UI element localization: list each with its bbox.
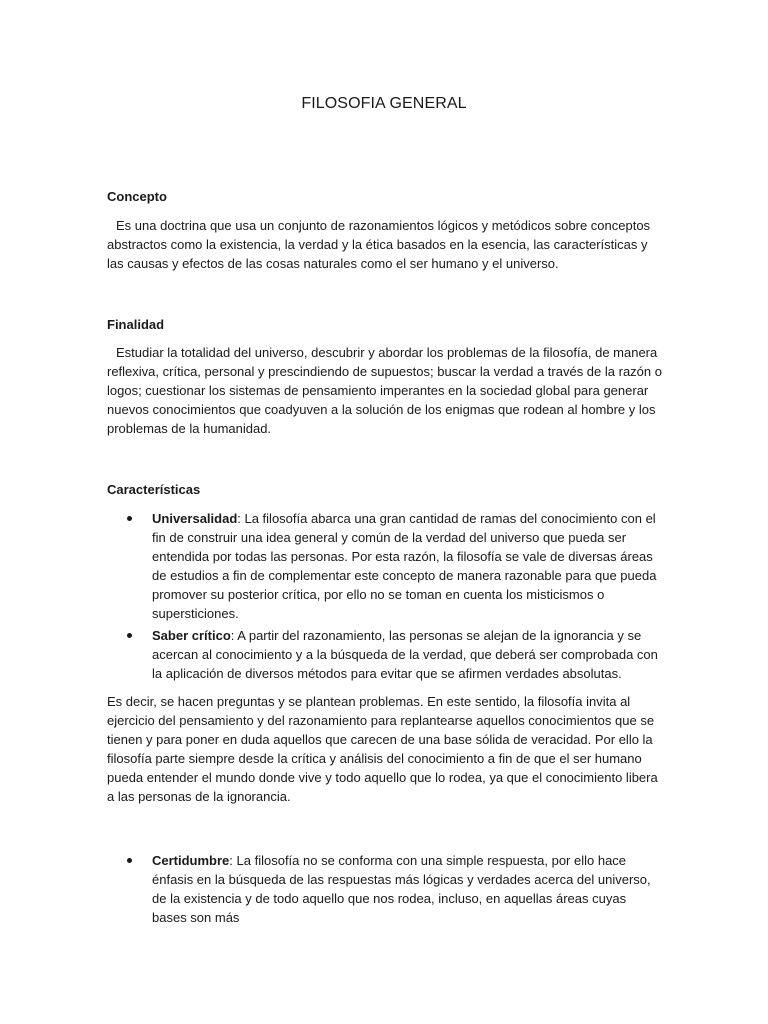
term-saber-critico: Saber crítico [152,628,231,643]
bullet-icon [127,516,132,521]
bullet-list-saber-critico [107,626,662,683]
bullet-list-caracteristicas [107,509,662,623]
list-item-certidumbre [107,851,662,927]
term-certidumbre: Certidumbre [152,853,230,868]
term-universalidad: Universalidad [152,511,238,526]
section-heading-concepto: Concepto [107,189,167,204]
list-item-saber-critico [107,626,662,683]
section-heading-caracteristicas: Características [107,482,201,497]
document-title: FILOSOFIA GENERAL [301,95,467,112]
paragraph-concepto: Es una doctrina que usa un conjunto de razonamientos lógicos y metódicos sobre conceptos abstractos como la existencia, la verdad y la ética basados en la esencia, las características y las causas y efectos de las cosas naturales como el ser humano y el universo. [107,218,651,271]
list-item-universalidad [107,509,662,623]
section-heading-finalidad: Finalidad [107,317,165,332]
paragraph-es-decir: Es decir, se hacen preguntas y se plantean problemas. En este sentido, la filosofía invita al ejercicio del pensamiento y del razonamiento para replantearse aquellos conocimientos que se tienen y para poner en duda aquellos que carecen de una base sólida de veracidad. Por ello la filosofía parte siempre desde la crítica y análisis del conocimiento a fin de que el ser humano pueda entender el mundo donde vive y todo aquello que lo rodea, ya que el conocimiento libera a las personas de la ignorancia. [107,694,658,804]
bullet-list-certidumbre [107,851,662,927]
paragraph-finalidad: Estudiar la totalidad del universo, descubrir y abordar los problemas de la filosofía, de manera reflexiva, crítica, personal y prescindiendo de supuestos; buscar la verdad a través de la razón o logos; cuestionar los sistemas de pensamiento imperantes en la sociedad global para generar nuevos conocimientos que coadyuven a la solución de los enigmas que rodean al hombre y los problemas de la humanidad. [107,345,662,436]
bullet-icon [127,633,132,638]
description-saber-critico: : A partir del razonamiento, las personas se alejan de la ignorancia y se acercan al conocimiento y a la búsqueda de la verdad, que deberá ser comprobada con la aplicación de diversos métodos para evitar que se afirmen verdades absolutas. [152,628,658,681]
description-certidumbre: : La filosofía no se conforma con una simple respuesta, por ello hace énfasis en la búsqueda de las respuestas más lógicas y verdades acerca del universo, de la existencia y de todo aquello que nos rodea, incluso, en aquellas áreas cuyas bases son más [152,853,651,925]
description-universalidad: : La filosofía abarca una gran cantidad de ramas del conocimiento con el fin de construir una idea general y común de la verdad del universo que pueda ser entendida por todas las personas. Por esta razón, la filosofía se vale de diversas áreas de estudios a fin de complementar este concepto de manera razonable para que pueda promover su posterior crítica, por ello no se toman en cuenta los misticismos o supersticiones. [152,511,657,621]
bullet-icon [127,858,132,863]
